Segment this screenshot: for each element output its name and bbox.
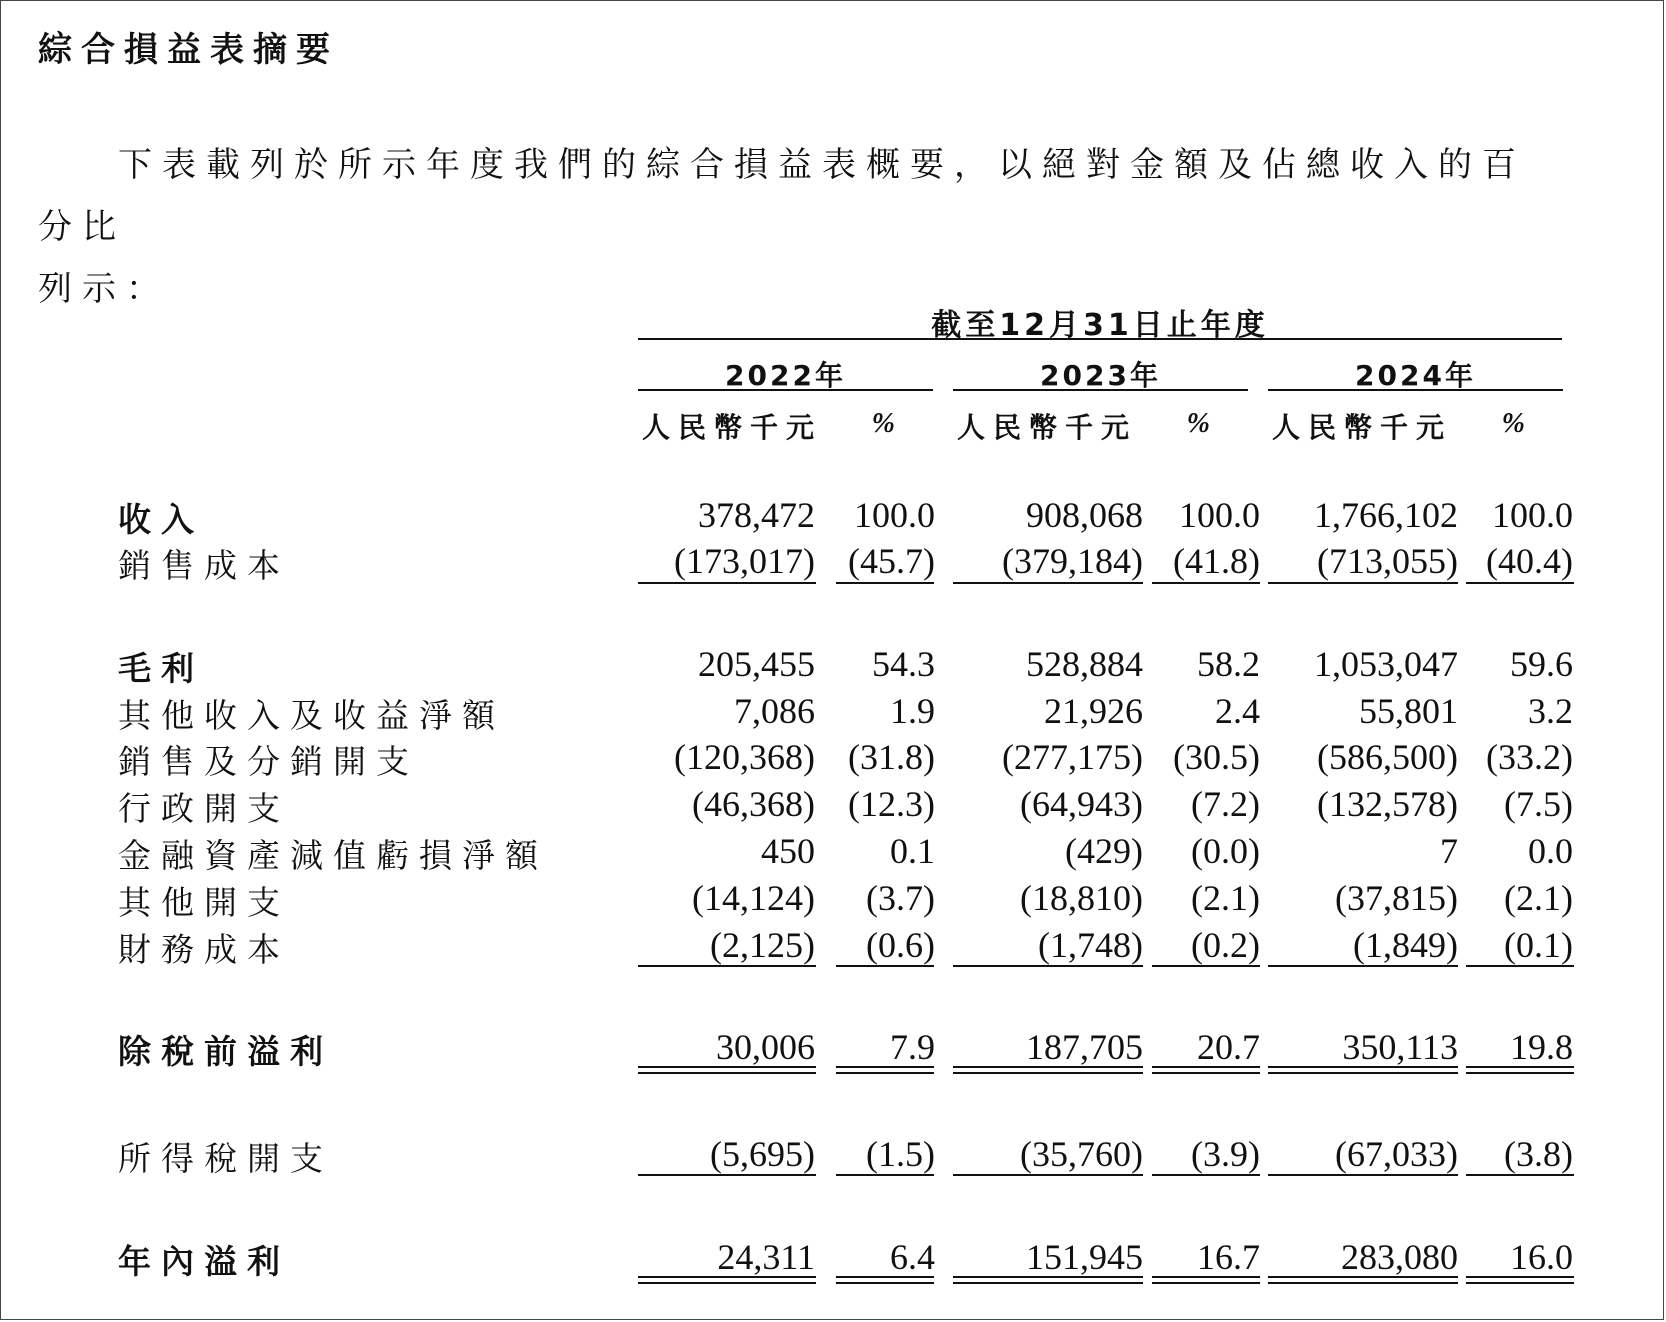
- unit-header-2022: 人民幣千元: [642, 411, 823, 444]
- cell-revenue-2024-amount: 1,766,102: [1314, 495, 1458, 535]
- cell-other-income-2024-pct: 3.2: [1528, 691, 1573, 731]
- year-header-2023: 2023年: [1040, 359, 1161, 392]
- subtotal-rule: [836, 582, 934, 584]
- intro-paragraph: [38, 134, 1568, 320]
- row-label-selling-expenses: 銷售及分銷開支: [118, 742, 419, 781]
- cell-impairment-2022-pct: 0.1: [890, 831, 935, 871]
- cell-cost-2023-amount: (379,184): [1002, 541, 1143, 581]
- cell-gross-2023-pct: 58.2: [1197, 644, 1260, 684]
- row-label-admin-expenses: 行政開支: [118, 789, 290, 828]
- cell-impairment-2024-pct: 0.0: [1528, 831, 1573, 871]
- cell-finance-2022-pct: (0.6): [866, 925, 935, 965]
- cell-selling-2022-amount: (120,368): [674, 737, 815, 777]
- cell-finance-2023-amount: (1,748): [1038, 925, 1143, 965]
- cell-pfy-2023-amount: 151,945: [1026, 1237, 1143, 1277]
- row-label-cost-of-sales: 銷售成本: [118, 546, 290, 585]
- cell-other-exp-2023-pct: (2.1): [1191, 878, 1260, 918]
- cell-cost-2024-amount: (713,055): [1317, 541, 1458, 581]
- cell-pfy-2023-pct: 16.7: [1197, 1237, 1260, 1277]
- cell-pbt-2023-pct: 20.7: [1197, 1027, 1260, 1067]
- cell-impairment-2023-pct: (0.0): [1191, 831, 1260, 871]
- total-double-rule: [638, 1066, 816, 1074]
- cell-finance-2023-pct: (0.2): [1191, 925, 1260, 965]
- subtotal-rule: [1268, 965, 1458, 967]
- row-label-profit-for-year: 年內溢利: [118, 1242, 290, 1281]
- cell-admin-2024-amount: (132,578): [1317, 784, 1458, 824]
- section-title: 綜合損益表摘要: [38, 30, 339, 70]
- cell-pbt-2022-pct: 7.9: [890, 1027, 935, 1067]
- subtotal-rule: [953, 1174, 1143, 1176]
- cell-selling-2023-amount: (277,175): [1002, 737, 1143, 777]
- cell-pbt-2022-amount: 30,006: [716, 1027, 815, 1067]
- cell-selling-2024-amount: (586,500): [1317, 737, 1458, 777]
- cell-cost-2023-pct: (41.8): [1173, 541, 1260, 581]
- cell-admin-2022-amount: (46,368): [692, 784, 815, 824]
- cell-cost-2022-pct: (45.7): [848, 541, 935, 581]
- total-double-rule: [1268, 1066, 1458, 1074]
- cell-other-income-2024-amount: 55,801: [1359, 691, 1458, 731]
- total-double-rule: [836, 1276, 934, 1284]
- subtotal-rule: [1466, 1174, 1574, 1176]
- cell-gross-2022-amount: 205,455: [698, 644, 815, 684]
- unit-header-2024: 人民幣千元: [1272, 411, 1453, 444]
- period-header: 截至12月31日止年度: [931, 308, 1269, 343]
- year-underline-2024: [1268, 389, 1563, 391]
- cell-tax-2023-pct: (3.9): [1191, 1134, 1260, 1174]
- cell-finance-2022-amount: (2,125): [710, 925, 815, 965]
- cell-admin-2023-amount: (64,943): [1020, 784, 1143, 824]
- total-double-rule: [953, 1066, 1143, 1074]
- total-double-rule: [1152, 1276, 1260, 1284]
- cell-revenue-2024-pct: 100.0: [1492, 495, 1573, 535]
- cell-other-exp-2023-amount: (18,810): [1020, 878, 1143, 918]
- total-double-rule: [638, 1276, 816, 1284]
- cell-selling-2023-pct: (30.5): [1173, 737, 1260, 777]
- pct-header-2023: %: [1186, 408, 1210, 439]
- row-label-income-tax: 所得稅開支: [118, 1139, 333, 1178]
- subtotal-rule: [1152, 965, 1260, 967]
- row-label-other-income: 其他收入及收益淨額: [118, 696, 505, 735]
- year-header-2024: 2024年: [1355, 359, 1476, 392]
- year-header-2022: 2022年: [725, 359, 846, 392]
- subtotal-rule: [1152, 582, 1260, 584]
- cell-gross-2022-pct: 54.3: [872, 644, 935, 684]
- total-double-rule: [1268, 1276, 1458, 1284]
- total-double-rule: [1466, 1276, 1574, 1284]
- subtotal-rule: [638, 582, 816, 584]
- cell-selling-2024-pct: (33.2): [1486, 737, 1573, 777]
- intro-line-2: 列示：: [38, 269, 170, 309]
- cell-other-exp-2024-pct: (2.1): [1504, 878, 1573, 918]
- subtotal-rule: [1152, 1174, 1260, 1176]
- cell-admin-2022-pct: (12.3): [848, 784, 935, 824]
- cell-impairment-2024-amount: 7: [1440, 831, 1458, 871]
- row-label-impairment: 金融資產減值虧損淨額: [118, 836, 548, 875]
- cell-tax-2022-amount: (5,695): [710, 1134, 815, 1174]
- cell-cost-2022-amount: (173,017): [674, 541, 815, 581]
- cell-impairment-2023-amount: (429): [1065, 831, 1143, 871]
- cell-tax-2022-pct: (1.5): [866, 1134, 935, 1174]
- subtotal-rule: [1466, 965, 1574, 967]
- intro-line-1: 下表載列於所示年度我們的綜合損益表概要，以絕對金額及佔總收入的百分比: [38, 145, 1526, 247]
- subtotal-rule: [638, 965, 816, 967]
- total-double-rule: [1466, 1066, 1574, 1074]
- cell-other-income-2022-pct: 1.9: [890, 691, 935, 731]
- row-label-other-expenses: 其他開支: [118, 883, 290, 922]
- cell-gross-2024-amount: 1,053,047: [1314, 644, 1458, 684]
- cell-finance-2024-amount: (1,849): [1353, 925, 1458, 965]
- cell-other-exp-2022-pct: (3.7): [866, 878, 935, 918]
- total-double-rule: [1152, 1066, 1260, 1074]
- cell-admin-2023-pct: (7.2): [1191, 784, 1260, 824]
- cell-tax-2024-amount: (67,033): [1335, 1134, 1458, 1174]
- cell-pfy-2024-pct: 16.0: [1510, 1237, 1573, 1277]
- subtotal-rule: [1268, 1174, 1458, 1176]
- subtotal-rule: [1466, 582, 1574, 584]
- period-underline: [638, 338, 1562, 340]
- row-label-finance-costs: 財務成本: [118, 930, 290, 969]
- subtotal-rule: [953, 965, 1143, 967]
- cell-admin-2024-pct: (7.5): [1504, 784, 1573, 824]
- row-label-profit-before-tax: 除稅前溢利: [118, 1032, 333, 1071]
- cell-finance-2024-pct: (0.1): [1504, 925, 1573, 965]
- total-double-rule: [953, 1276, 1143, 1284]
- cell-gross-2024-pct: 59.6: [1510, 644, 1573, 684]
- pct-header-2022: %: [871, 408, 895, 439]
- row-label-revenue: 收入: [118, 500, 204, 539]
- cell-other-exp-2024-amount: (37,815): [1335, 878, 1458, 918]
- year-underline-2023: [953, 389, 1248, 391]
- cell-other-exp-2022-amount: (14,124): [692, 878, 815, 918]
- total-double-rule: [836, 1066, 934, 1074]
- year-underline-2022: [638, 389, 933, 391]
- row-label-gross-profit: 毛利: [118, 649, 204, 688]
- cell-revenue-2023-pct: 100.0: [1179, 495, 1260, 535]
- subtotal-rule: [836, 1174, 934, 1176]
- cell-pbt-2024-amount: 350,113: [1342, 1027, 1458, 1067]
- cell-revenue-2023-amount: 908,068: [1026, 495, 1143, 535]
- cell-pfy-2022-pct: 6.4: [890, 1237, 935, 1277]
- cell-other-income-2023-amount: 21,926: [1044, 691, 1143, 731]
- pct-header-2024: %: [1501, 408, 1525, 439]
- cell-other-income-2022-amount: 7,086: [734, 691, 815, 731]
- cell-cost-2024-pct: (40.4): [1486, 541, 1573, 581]
- cell-other-income-2023-pct: 2.4: [1215, 691, 1260, 731]
- cell-impairment-2022-amount: 450: [761, 831, 815, 871]
- cell-tax-2023-amount: (35,760): [1020, 1134, 1143, 1174]
- cell-pfy-2024-amount: 283,080: [1341, 1237, 1458, 1277]
- cell-pbt-2024-pct: 19.8: [1510, 1027, 1573, 1067]
- cell-selling-2022-pct: (31.8): [848, 737, 935, 777]
- cell-revenue-2022-pct: 100.0: [854, 495, 935, 535]
- cell-revenue-2022-amount: 378,472: [698, 495, 815, 535]
- subtotal-rule: [1268, 582, 1458, 584]
- unit-header-2023: 人民幣千元: [957, 411, 1138, 444]
- cell-tax-2024-pct: (3.8): [1504, 1134, 1573, 1174]
- subtotal-rule: [836, 965, 934, 967]
- subtotal-rule: [638, 1174, 816, 1176]
- cell-pfy-2022-amount: 24,311: [717, 1237, 815, 1277]
- subtotal-rule: [953, 582, 1143, 584]
- cell-pbt-2023-amount: 187,705: [1026, 1027, 1143, 1067]
- cell-gross-2023-amount: 528,884: [1026, 644, 1143, 684]
